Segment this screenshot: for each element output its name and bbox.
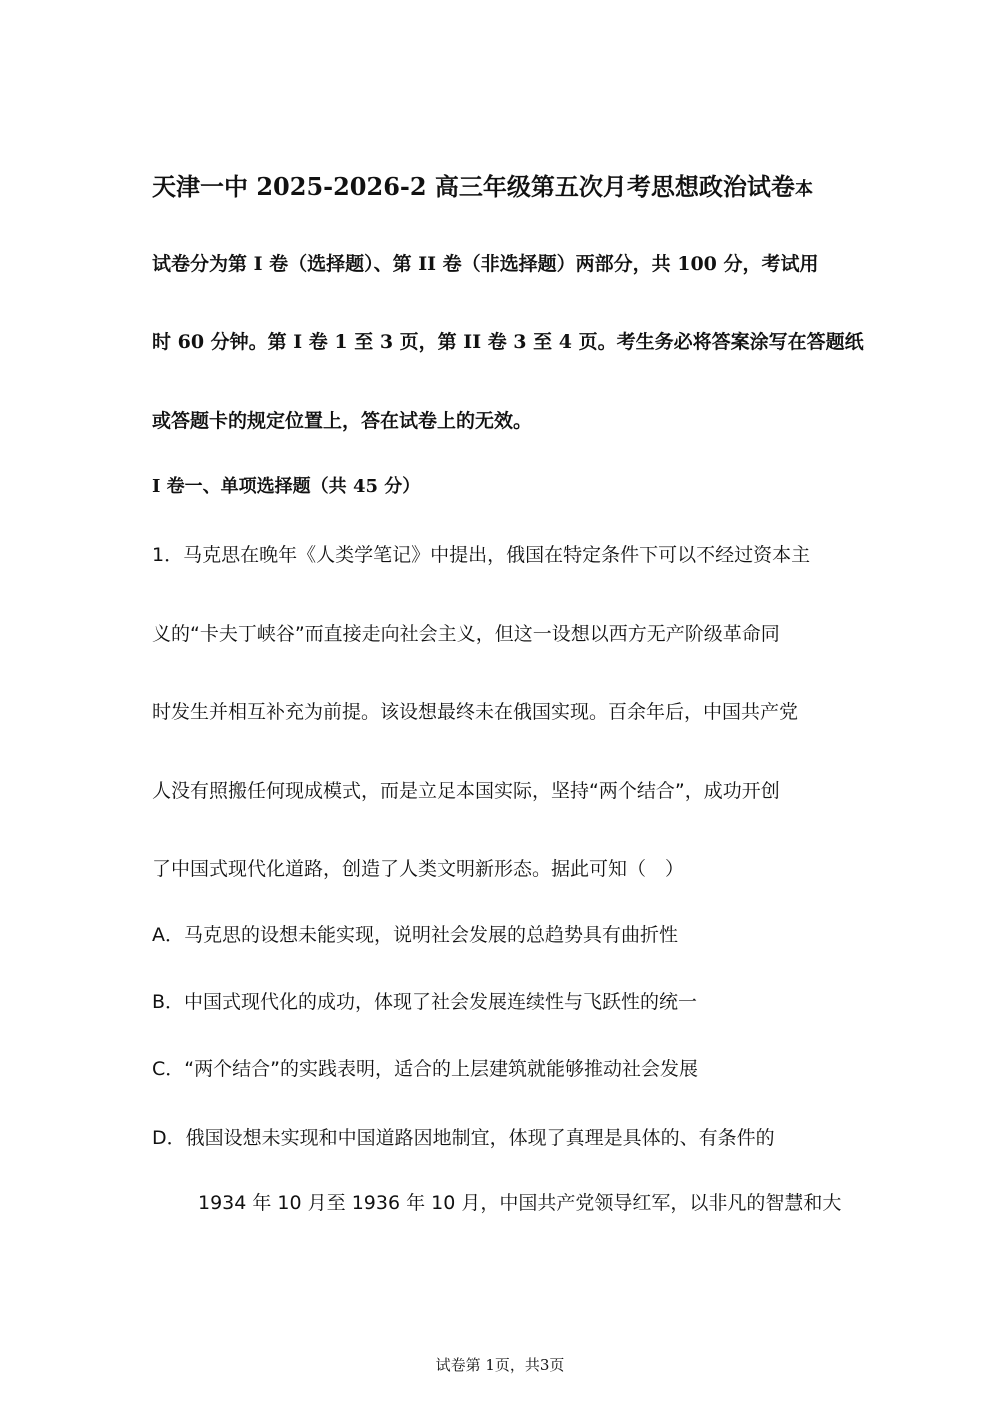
exam-title-text: 天津一中 2025-2026-2 高三年级第五次月考思想政治试卷 — [152, 172, 795, 201]
question-1-line-4: 人没有照搬任何现成模式，而是立足本国实际，坚持“两个结合”，成功开创 — [152, 780, 780, 802]
question-1-line-3: 时发生并相互补充为前提。该设想最终未在俄国实现。百余年后，中国共产党 — [152, 701, 799, 723]
question-1-line-1: 1．马克思在晚年《人类学笔记》中提出，俄国在特定条件下可以不经过资本主 — [152, 544, 811, 566]
question-1-line-2: 义的“卡夫丁峡谷”而直接走向社会主义，但这一设想以西方无产阶级革命同 — [152, 623, 780, 645]
intro-line-1: 试卷分为第 I 卷（选择题）、第 II 卷（非选择题）两部分，共 100 分，考试用 — [152, 253, 819, 275]
exam-title-tail: 本 — [794, 179, 813, 200]
question-2-start: 1934 年 10 月至 1936 年 10 月，中国共产党领导红军，以非凡的智慧和大 — [198, 1192, 842, 1214]
question-1-option-a: A．马克思的设想未能实现，说明社会发展的总趋势具有曲折性 — [152, 924, 678, 946]
section-heading: I 卷一、单项选择题（共 45 分） — [152, 476, 421, 497]
question-1-line-5: 了中国式现代化道路，创造了人类文明新形态。据此可知（ ） — [152, 858, 685, 880]
question-1-option-b: B．中国式现代化的成功，体现了社会发展连续性与飞跃性的统一 — [152, 991, 698, 1013]
question-1-option-c: C．“两个结合”的实践表明，适合的上层建筑就能够推动社会发展 — [152, 1058, 698, 1080]
intro-line-2: 时 60 分钟。第 I 卷 1 至 3 页，第 II 卷 3 至 4 页。考生务必将答案涂写在答题纸 — [152, 331, 864, 353]
question-1-option-d: D．俄国设想未实现和中国道路因地制宜，体现了真理是具体的、有条件的 — [152, 1127, 775, 1149]
intro-line-3: 或答题卡的规定位置上，答在试卷上的无效。 — [152, 410, 533, 432]
page-footer: 试卷第 1页，共3页 — [435, 1356, 565, 1374]
exam-title — [152, 172, 813, 205]
